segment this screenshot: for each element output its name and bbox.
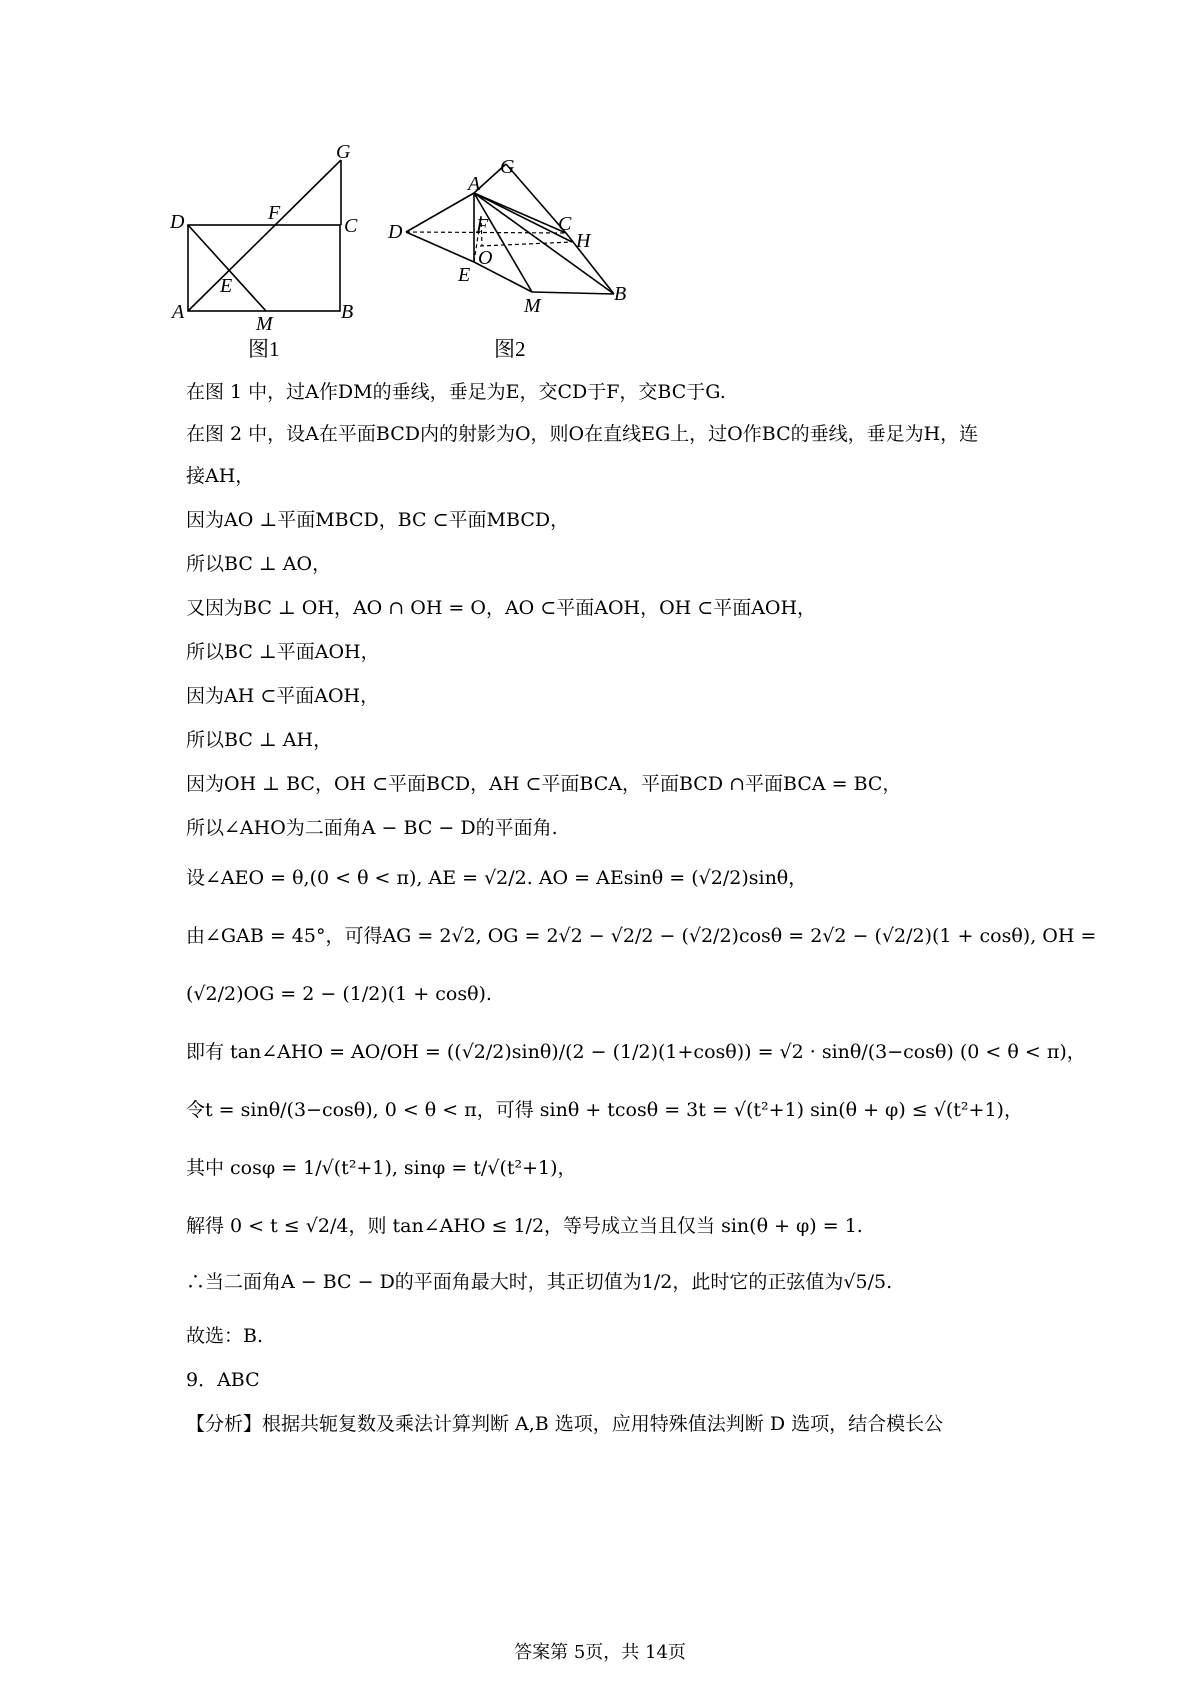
text-line-bc-perp-ao: 所以BC ⊥ AO， bbox=[186, 553, 332, 575]
text-line-fig2-projection: 在图 2 中，设A在平面BCD内的射影为O，则O在直线EG上，过O作BC的垂线，垂足为H，连 bbox=[186, 423, 979, 445]
text-line-answer-b: 故选：B. bbox=[186, 1325, 264, 1347]
text-line-q9-answer: 9．ABC bbox=[186, 1369, 260, 1391]
text-line-cos-sin-phi: 其中 cosφ = 1/√(t²+1), sinφ = t/√(t²+1)， bbox=[186, 1157, 577, 1179]
text-line-ag-og: 由∠GAB = 45°，可得AG = 2√2, OG = 2√2 − √2/2 − (√2/2)cosθ = 2√2 − (√2/2)(1 + cosθ), OH = bbox=[186, 925, 1097, 947]
fig2-edge-DA bbox=[406, 193, 474, 232]
text-line-oh: (√2/2)OG = 2 − (1/2)(1 + cosθ). bbox=[186, 983, 492, 1005]
fig2-edge-MB bbox=[532, 292, 614, 294]
fig2-label-G: G bbox=[500, 156, 515, 178]
text-line-dihedral-angle: 所以∠AHO为二面角A − BC − D的平面角. bbox=[186, 817, 558, 839]
fig2-label-O: O bbox=[478, 247, 493, 269]
geometry-figures bbox=[170, 140, 690, 400]
fig1-label-B: B bbox=[341, 301, 354, 323]
fig1-caption: 图1 bbox=[248, 337, 280, 361]
fig1-line-DM bbox=[188, 225, 266, 311]
text-line-set-theta: 设∠AEO = θ,(0 < θ < π), AE = √2/2. AO = AEsinθ = (√2/2)sinθ， bbox=[186, 867, 808, 889]
text-line-ah-in-plane: 因为AH ⊂平面AOH， bbox=[186, 685, 380, 707]
fig2-label-C: C bbox=[558, 213, 572, 235]
text-line-let-t: 令t = sinθ/(3−cosθ), 0 < θ < π，可得 sinθ + tcosθ = 3t = √(t²+1) sin(θ + φ) ≤ √(t²+1)， bbox=[186, 1099, 1023, 1121]
fig1-line-AG bbox=[188, 160, 341, 311]
text-line-bc-perp-plane: 所以BC ⊥平面AOH， bbox=[186, 641, 380, 663]
figure-1 bbox=[188, 160, 341, 311]
figure-2 bbox=[406, 164, 614, 294]
fig2-hidden-OH bbox=[480, 242, 572, 246]
fig2-label-M: M bbox=[524, 295, 541, 317]
fig1-label-D: D bbox=[170, 211, 185, 233]
figure-1-labels bbox=[170, 141, 358, 361]
text-line-bc-perp-ah: 所以BC ⊥ AH， bbox=[186, 729, 333, 751]
fig1-label-G: G bbox=[336, 141, 351, 163]
text-line-conclusion: ∴当二面角A − BC − D的平面角最大时，其正切值为1/2，此时它的正弦值为√5/5. bbox=[186, 1271, 893, 1293]
text-line-planes: 因为OH ⊥ BC，OH ⊂平面BCD，AH ⊂平面BCA，平面BCD ∩平面BCA = BC， bbox=[186, 773, 902, 795]
text-line-ao-perp: 因为AO ⊥平面MBCD，BC ⊂平面MBCD， bbox=[186, 509, 570, 531]
fig2-label-E: E bbox=[458, 264, 471, 286]
fig2-label-D: D bbox=[388, 221, 403, 243]
fig2-label-F: F bbox=[476, 215, 489, 237]
fig2-edge-DE bbox=[406, 232, 474, 262]
text-line-connect-ah: 接AH， bbox=[186, 465, 255, 487]
text-line-bc-perp-oh: 又因为BC ⊥ OH，AO ∩ OH = O，AO ⊂平面AOH，OH ⊂平面AOH， bbox=[186, 597, 817, 619]
fig1-label-C: C bbox=[344, 215, 358, 237]
text-line-tan-aho: 即有 tan∠AHO = AO/OH = ((√2/2)sinθ)/(2 − (1/2)(1+cosθ)) = √2 · sinθ/(3−cosθ) (0 < θ < π)， bbox=[186, 1041, 1086, 1063]
fig2-label-B: B bbox=[614, 283, 627, 305]
figure-2-labels bbox=[387, 156, 626, 361]
fig1-rectangle bbox=[188, 225, 340, 311]
fig2-label-A: A bbox=[468, 173, 481, 195]
fig2-label-H: H bbox=[576, 230, 591, 252]
text-line-q9-analysis: 【分析】根据共轭复数及乘法计算判断 A,B 选项，应用特殊值法判断 D 选项，结合模长公 bbox=[186, 1413, 944, 1435]
fig1-label-A: A bbox=[172, 301, 185, 323]
fig2-caption: 图2 bbox=[494, 337, 526, 361]
fig1-label-F: F bbox=[268, 202, 281, 224]
text-line-fig1-construction: 在图 1 中，过A作DM的垂线，垂足为E，交CD于F，交BC于G. bbox=[186, 381, 726, 403]
page-footer: 答案第 5页，共 14页 bbox=[514, 1642, 686, 1663]
figures-svg bbox=[170, 140, 690, 400]
fig1-label-E: E bbox=[220, 275, 233, 297]
fig1-label-M: M bbox=[256, 313, 273, 335]
text-line-solve-t: 解得 0 < t ≤ √2/4，则 tan∠AHO ≤ 1/2，等号成立当且仅当 sin(θ + φ) = 1. bbox=[186, 1215, 863, 1237]
